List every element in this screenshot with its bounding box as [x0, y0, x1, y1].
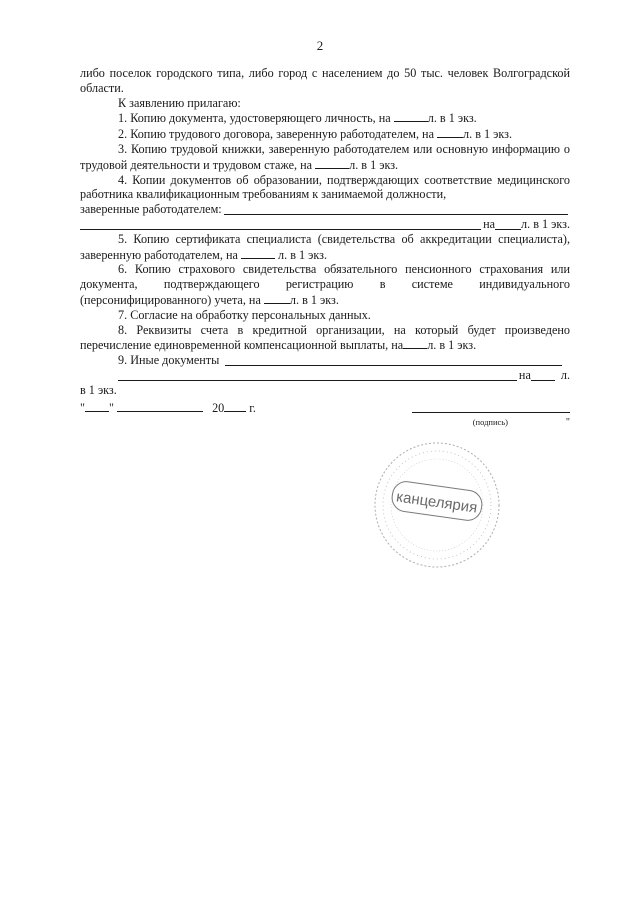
item-9-copies: в 1 экз. — [80, 382, 117, 397]
item-2-pages-blank[interactable] — [437, 126, 463, 138]
attachment-item-3 — [80, 142, 570, 173]
item-3-pages-blank[interactable] — [315, 157, 349, 169]
item-3-tail: л. в 1 экз. — [349, 157, 399, 172]
document-body — [80, 66, 570, 436]
item-6-text: 6. Копию страхового свидетельства обязательного пенсионного страхования или документа, подтверждающего регистрацию в системе индивидуального (персонифицированного) учета, на — [80, 262, 570, 307]
item-5-text: 5. Копию сертификата специалиста (свидетельства об аккредитации специалиста), заверенную работодателем, на — [80, 231, 570, 262]
item-4-na: на — [483, 216, 496, 231]
attachment-item-7: 7. Согласие на обработку персональных данных. — [118, 307, 371, 322]
item-4-continuation-blank[interactable] — [80, 218, 481, 230]
item-4-certified-blank[interactable] — [224, 203, 568, 215]
signature-caption: (подпись) — [472, 416, 508, 427]
item-4-pages-blank[interactable] — [495, 218, 521, 230]
item-4-tail: л. в 1 экз. — [521, 216, 570, 231]
item-9-na: на — [518, 367, 531, 382]
attachment-item-1 — [80, 110, 570, 126]
item-1-text: 1. Копию документа, удостоверяющего личность, на — [118, 111, 391, 126]
date-quote-open: " — [80, 400, 85, 415]
item-4-certified-row — [80, 202, 570, 217]
date-g: г. — [249, 400, 256, 415]
item-6-tail: л. в 1 экз. — [289, 292, 339, 307]
item-5-tail: л. в 1 экз. — [278, 247, 327, 262]
item-9-continuation-row — [80, 368, 570, 383]
date-year-blank[interactable] — [224, 400, 246, 412]
item-4-continuation-row — [80, 217, 570, 232]
item-9-pages-blank[interactable] — [531, 369, 555, 381]
stamp-text: канцелярия — [395, 488, 479, 517]
item-6-pages-blank[interactable] — [264, 292, 290, 304]
page-number: 2 — [316, 38, 324, 53]
item-9-continuation-blank[interactable] — [118, 369, 517, 381]
date-month-blank[interactable] — [117, 400, 203, 412]
attachment-item-4 — [80, 173, 570, 203]
item-9-documents-blank[interactable] — [225, 354, 562, 366]
item-5-pages-blank[interactable] — [241, 247, 275, 259]
item-3-text: 3. Копию трудовой книжки, заверенную работодателем или основную информацию о трудовой деятельности и трудовом стаже, на — [80, 141, 570, 172]
intro-paragraph: либо поселок городского типа, либо город с населением до 50 тыс. человек Волгоградской области. — [80, 66, 570, 95]
attachment-item-2 — [80, 126, 570, 142]
attachment-item-6 — [80, 262, 570, 307]
attachment-item-9 — [80, 353, 570, 368]
signature-line[interactable] — [412, 412, 570, 413]
date-quote-close: " — [108, 400, 114, 415]
item-1-pages-blank[interactable] — [394, 110, 428, 122]
attachment-item-8 — [80, 323, 570, 354]
item-4-text: 4. Копии документов об образовании, подтверждающих соответствие медицинского работника квалификационным требованиям к занимаемой должности, — [80, 172, 570, 202]
item-8-pages-blank[interactable] — [403, 337, 427, 349]
item-2-text: 2. Копию трудового договора, заверенную работодателем, на — [118, 127, 434, 142]
date-day-blank[interactable] — [85, 400, 109, 412]
item-8-text: 8. Реквизиты счета в кредитной организации, на который будет произведено перечисление единовременной компенсационной выплаты, на — [80, 322, 570, 353]
item-2-tail: л. в 1 экз. — [463, 127, 513, 142]
item-8-tail: л. в 1 экз. — [427, 338, 477, 353]
date-line — [80, 400, 256, 416]
date-signature-block — [80, 400, 570, 436]
attachments-heading: К заявлению прилагаю: — [118, 95, 241, 110]
item-9-text: 9. Иные документы — [118, 353, 220, 368]
office-stamp — [372, 440, 502, 570]
item-1-tail: л. в 1 экз. — [427, 111, 477, 126]
item-9-l: л. — [560, 367, 570, 382]
signature-quote: " — [565, 416, 570, 428]
attachment-item-5 — [80, 232, 570, 263]
date-year-prefix: 20 — [212, 400, 225, 415]
item-4-certified-label: заверенные работодателем: — [80, 202, 222, 217]
